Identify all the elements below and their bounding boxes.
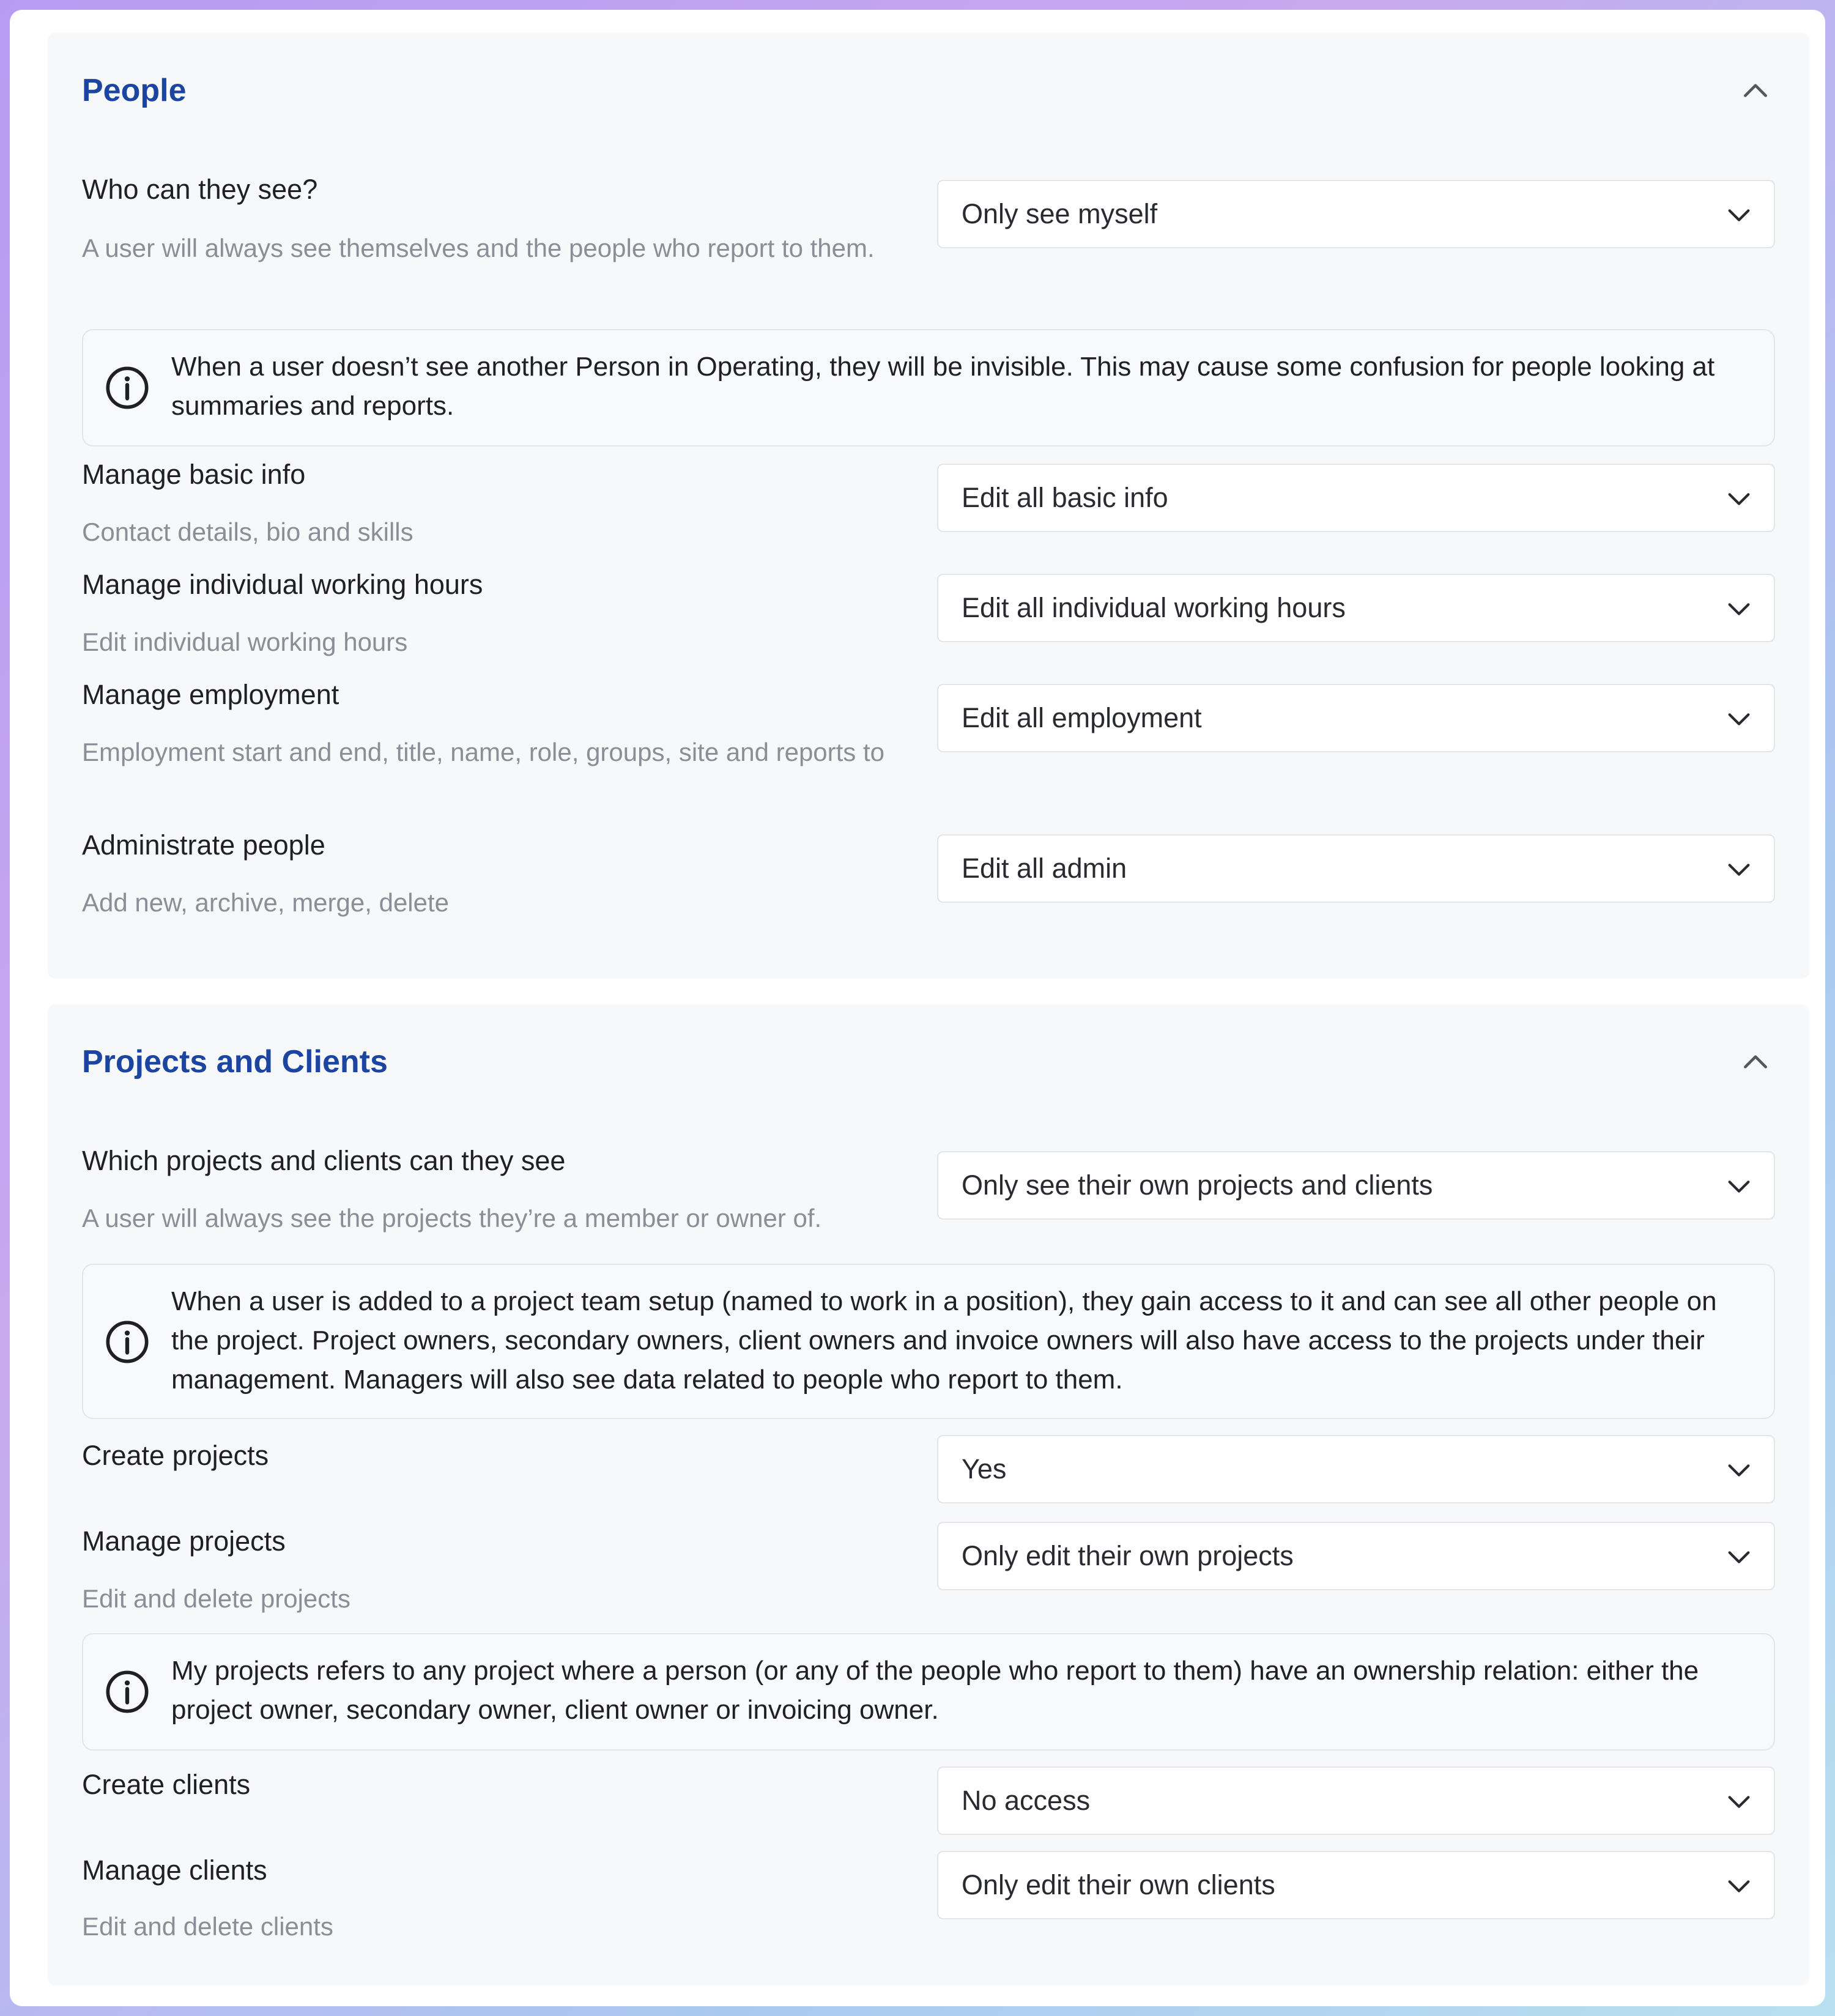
people-visibility-info-box — [82, 329, 1775, 447]
chevron-down-icon — [1725, 705, 1753, 733]
basic-info-value: Edit all basic info — [962, 482, 1168, 513]
chevron-down-icon — [1725, 1872, 1753, 1900]
working-hours-value: Edit all individual working hours — [962, 592, 1346, 623]
admin-value: Edit all admin — [962, 853, 1127, 884]
create-projects-value: Yes — [962, 1453, 1007, 1484]
permissions-panel — [10, 10, 1825, 2006]
projects-clients-section — [48, 1004, 1809, 1985]
projects-visibility-description: A user will always see the projects they’re a member or owner of. — [82, 1204, 822, 1232]
working-hours-label: Manage individual working hours — [82, 569, 483, 600]
chevron-down-icon — [1725, 1456, 1753, 1484]
manage-clients-label: Manage clients — [82, 1855, 267, 1886]
people-section — [48, 33, 1809, 979]
basic-info-select[interactable] — [937, 464, 1775, 532]
people-visibility-info-text: When a user doesn’t see another Person in Operating, they will be invisible. This may cause some confusion for people looking at summaries and reports. — [171, 352, 1715, 421]
people-collapse-button[interactable] — [1731, 66, 1780, 115]
projects-clients-collapse-button[interactable] — [1731, 1037, 1780, 1086]
chevron-down-icon — [1725, 595, 1753, 623]
manage-clients-description: Edit and delete clients — [82, 1912, 333, 1941]
chevron-down-icon — [1725, 856, 1753, 884]
info-icon — [104, 1669, 150, 1715]
people-visibility-value: Only see myself — [962, 198, 1158, 229]
people-visibility-description: A user will always see themselves and the people who report to them. — [82, 234, 875, 262]
projects-visibility-value: Only see their own projects and clients — [962, 1169, 1433, 1201]
manage-projects-select[interactable] — [937, 1522, 1775, 1590]
manage-projects-label: Manage projects — [82, 1525, 286, 1557]
create-clients-select[interactable] — [937, 1766, 1775, 1835]
info-icon — [104, 1319, 150, 1365]
employment-value: Edit all employment — [962, 702, 1202, 733]
manage-projects-info-box — [82, 1633, 1775, 1751]
admin-description: Add new, archive, merge, delete — [82, 888, 450, 917]
manage-projects-description: Edit and delete projects — [82, 1584, 350, 1613]
chevron-up-icon — [1740, 1047, 1771, 1077]
chevron-down-icon — [1725, 1543, 1753, 1571]
chevron-down-icon — [1725, 485, 1753, 513]
admin-select[interactable] — [937, 834, 1775, 903]
projects-clients-section-title: Projects and Clients — [82, 1044, 388, 1080]
employment-description: Employment start and end, title, name, role, groups, site and reports to — [82, 738, 885, 766]
manage-clients-value: Only edit their own clients — [962, 1869, 1275, 1900]
info-icon — [104, 365, 150, 411]
create-projects-label: Create projects — [82, 1440, 269, 1471]
manage-projects-info-text: My projects refers to any project where a person (or any of the people who report to them) have an ownership relation: either the project owner, secondary owner, client owner or invoicing owner. — [171, 1656, 1699, 1725]
projects-visibility-info-box — [82, 1264, 1775, 1419]
people-visibility-select[interactable] — [937, 180, 1775, 248]
working-hours-description: Edit individual working hours — [82, 628, 408, 656]
chevron-down-icon — [1725, 201, 1753, 229]
basic-info-description: Contact details, bio and skills — [82, 517, 413, 546]
employment-label: Manage employment — [82, 679, 339, 710]
people-section-title: People — [82, 73, 187, 108]
admin-label: Administrate people — [82, 829, 325, 861]
create-clients-label: Create clients — [82, 1769, 251, 1800]
chevron-down-icon — [1725, 1788, 1753, 1816]
manage-projects-value: Only edit their own projects — [962, 1540, 1294, 1571]
projects-visibility-info-text: When a user is added to a project team setup (named to work in a position), they gain access to it and can see all other people on the project. Project owners, secondary owners, client owners and invoice owners will also have access to the projects under their management. Managers will also see data related to people who report to them. — [171, 1286, 1717, 1395]
employment-select[interactable] — [937, 684, 1775, 752]
create-clients-value: No access — [962, 1785, 1091, 1816]
people-visibility-label: Who can they see? — [82, 174, 318, 205]
basic-info-label: Manage basic info — [82, 459, 306, 490]
chevron-up-icon — [1740, 75, 1771, 106]
working-hours-select[interactable] — [937, 574, 1775, 642]
create-projects-select[interactable] — [937, 1435, 1775, 1503]
manage-clients-select[interactable] — [937, 1851, 1775, 1919]
chevron-down-icon — [1725, 1173, 1753, 1201]
projects-visibility-select[interactable] — [937, 1151, 1775, 1220]
projects-visibility-label: Which projects and clients can they see — [82, 1145, 566, 1176]
